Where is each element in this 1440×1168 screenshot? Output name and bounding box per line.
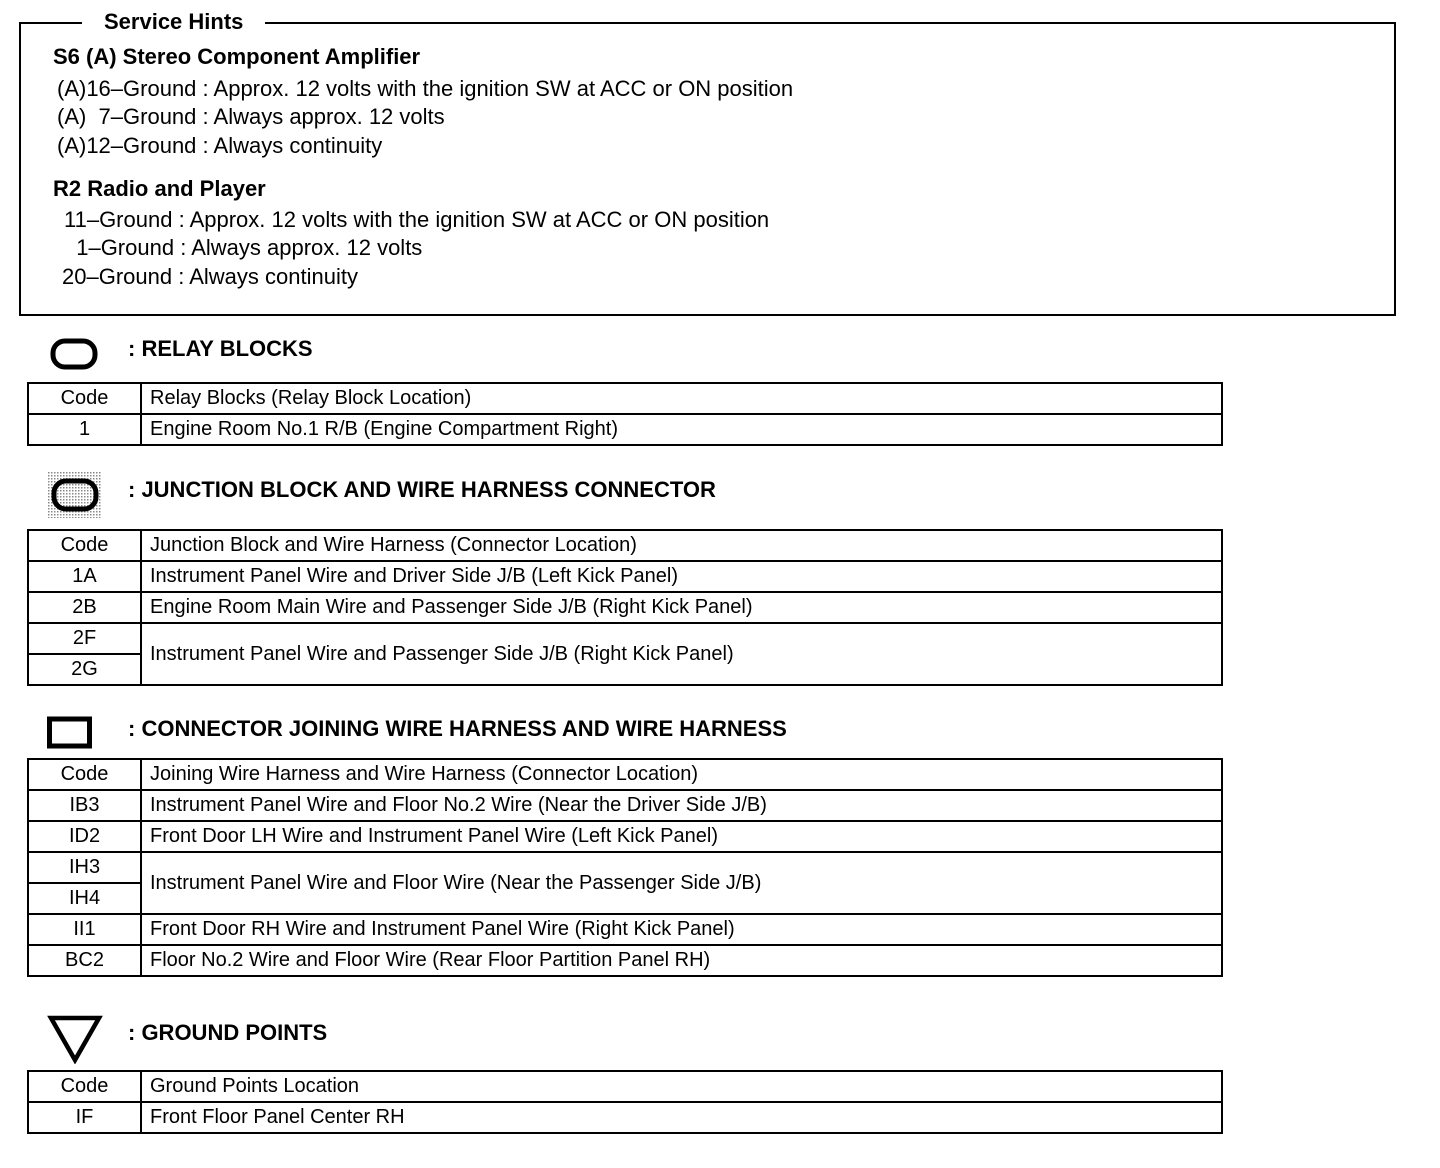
code-cell: II1 [28, 914, 141, 945]
table-header-row [28, 383, 1222, 414]
section-heading-r2: R2 Radio and Player [53, 176, 266, 201]
table-row [28, 790, 1222, 821]
desc-cell: Engine Room No.1 R/B (Engine Compartment Right) [141, 414, 1222, 445]
rectangle-icon [47, 716, 93, 750]
code-cell: IH3 [28, 852, 141, 883]
desc-cell: Instrument Panel Wire and Passenger Side J/B (Right Kick Panel) [141, 623, 1222, 685]
desc-cell: Front Door LH Wire and Instrument Panel Wire (Left Kick Panel) [141, 821, 1222, 852]
table-row [28, 945, 1222, 976]
hint-line: 11–Ground : Approx. 12 volts with the ignition SW at ACC or ON position [64, 207, 770, 232]
desc-cell: Instrument Panel Wire and Driver Side J/B (Left Kick Panel) [141, 561, 1222, 592]
code-cell: IF [28, 1102, 141, 1133]
code-cell: IH4 [28, 883, 141, 914]
table-row [28, 1102, 1222, 1133]
hint-line: 20–Ground : Always continuity [62, 264, 358, 289]
table-row [28, 821, 1222, 852]
desc-cell: Engine Room Main Wire and Passenger Side J/B (Right Kick Panel) [141, 592, 1222, 623]
hint-line: (A)12–Ground : Always continuity [57, 133, 383, 158]
table-header-row [28, 759, 1222, 790]
rounded-rectangle-icon [50, 338, 98, 370]
code-cell: IB3 [28, 790, 141, 821]
code-header: Code [28, 383, 141, 414]
table-header-row [28, 1071, 1222, 1102]
down-triangle-icon [47, 1014, 103, 1064]
table-row [28, 623, 1222, 654]
desc-cell: Instrument Panel Wire and Floor Wire (Near the Passenger Side J/B) [141, 852, 1222, 914]
hint-line: (A)16–Ground : Approx. 12 volts with the ignition SW at ACC or ON position [57, 76, 794, 101]
junction-block-title: : JUNCTION BLOCK AND WIRE HARNESS CONNECTOR [128, 477, 716, 502]
code-cell: 1 [28, 414, 141, 445]
service-hints-title: Service Hints [82, 9, 265, 35]
code-cell: BC2 [28, 945, 141, 976]
relay-blocks-table [27, 382, 1223, 446]
ground-points-title: : GROUND POINTS [128, 1020, 328, 1045]
connector-title: : CONNECTOR JOINING WIRE HARNESS AND WIRE HARNESS [128, 716, 787, 741]
table-row [28, 561, 1222, 592]
junction-block-table [27, 529, 1223, 686]
desc-cell: Front Floor Panel Center RH [141, 1102, 1222, 1133]
hint-line: (A) 7–Ground : Always approx. 12 volts [57, 104, 445, 129]
code-cell: 1A [28, 561, 141, 592]
code-header: Code [28, 759, 141, 790]
desc-cell: Instrument Panel Wire and Floor No.2 Wire (Near the Driver Side J/B) [141, 790, 1222, 821]
desc-header: Ground Points Location [141, 1071, 1222, 1102]
ground-points-table [27, 1070, 1223, 1134]
desc-header: Junction Block and Wire Harness (Connector Location) [141, 530, 1222, 561]
hint-line: 1–Ground : Always approx. 12 volts [64, 235, 423, 260]
table-row [28, 914, 1222, 945]
desc-cell: Front Door RH Wire and Instrument Panel Wire (Right Kick Panel) [141, 914, 1222, 945]
code-cell: 2B [28, 592, 141, 623]
code-cell: 2F [28, 623, 141, 654]
code-header: Code [28, 530, 141, 561]
code-cell: 2G [28, 654, 141, 685]
desc-cell: Floor No.2 Wire and Floor Wire (Rear Floor Partition Panel RH) [141, 945, 1222, 976]
desc-header: Relay Blocks (Relay Block Location) [141, 383, 1222, 414]
code-header: Code [28, 1071, 141, 1102]
section-heading-s6a: S6 (A) Stereo Component Amplifier [53, 44, 421, 69]
table-row [28, 852, 1222, 883]
shaded-rounded-rectangle-icon [48, 472, 102, 518]
desc-header: Joining Wire Harness and Wire Harness (Connector Location) [141, 759, 1222, 790]
code-cell: ID2 [28, 821, 141, 852]
connector-table [27, 758, 1223, 977]
table-header-row [28, 530, 1222, 561]
table-row [28, 414, 1222, 445]
relay-blocks-title: : RELAY BLOCKS [128, 336, 313, 361]
table-row [28, 592, 1222, 623]
